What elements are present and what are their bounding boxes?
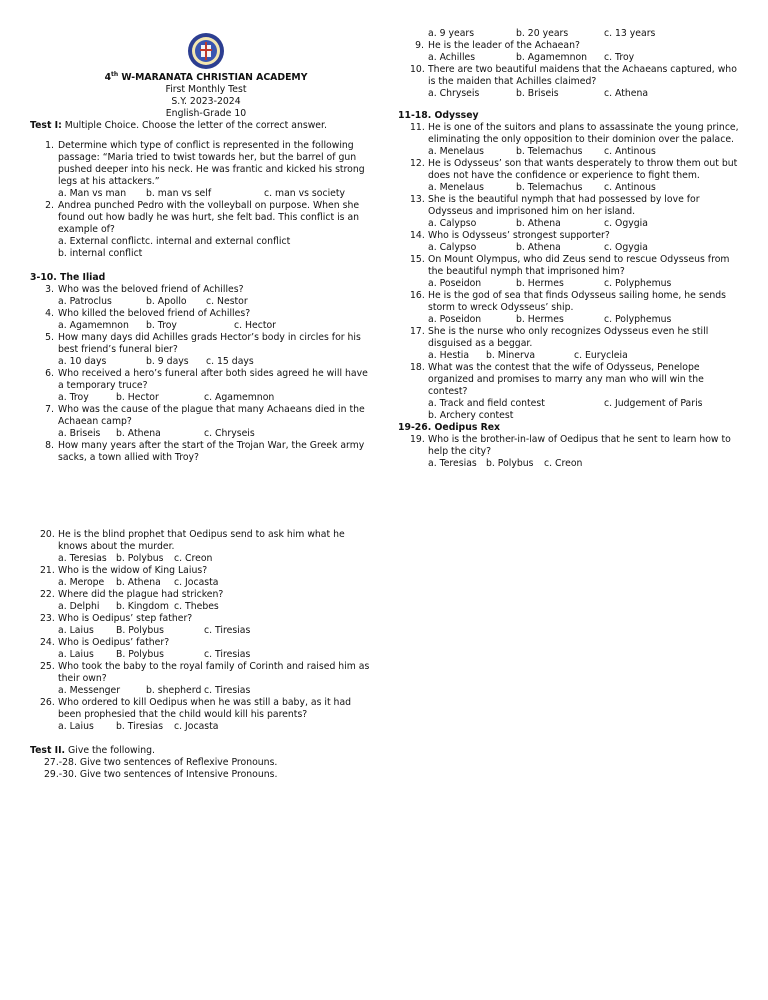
options-3: a. Patroclus b. Apollo c. Nestor [58, 296, 248, 307]
question-17: 17. She is the nurse who only recognizes Odysseus even he still disguised as a beggar. [410, 326, 709, 349]
question-19: 19. Who is the brother-in-law of Oedipus that he sent to learn how to help the city? [410, 434, 731, 457]
question-4: 4. Who killed the beloved friend of Achilles? [45, 308, 251, 319]
options-20: a. Teresias b. Polybus c. Creon [58, 553, 213, 564]
question-14: 14. Who is Odysseus’ strongest supporter? [410, 230, 610, 241]
options-24: a. Laius B. Polybus c. Tiresias [58, 649, 251, 660]
column-left-bottom [30, 529, 370, 781]
options-9: a. Achilles b. Agamemnon c. Troy [428, 52, 635, 63]
options-15: a. Poseidon b. Hermes c. Polyphemus [428, 278, 672, 289]
question-21: 21. Who is the widow of King Laius? [40, 565, 208, 576]
column-left-top [30, 140, 370, 464]
question-26: 26. Who ordered to kill Oedipus when he was still a baby, as it had been prophesied that the child would kill his parents? [40, 697, 352, 720]
question-10: 10. There are two beautiful maidens that the Achaeans captured, who is the maiden that Achilles claimed? [410, 64, 737, 87]
options-19: a. Teresias b. Polybus c. Creon [428, 458, 583, 469]
question-20: 20. He is the blind prophet that Oedipus send to ask him what he knows about the murder. [40, 529, 345, 552]
options-10: a. Chryseis b. Briseis c. Athena [428, 88, 649, 99]
subject: English-Grade 10 [165, 108, 247, 119]
section-oedipus: 19-26. Oedipus Rex [398, 422, 501, 433]
question-9: 9. He is the leader of the Achaean? [415, 40, 580, 51]
options-11: a. Menelaus b. Telemachus c. Antinous [428, 146, 656, 157]
test2-instruction: Test II. Give the following. [30, 745, 155, 756]
question-11: 11. He is one of the suitors and plans to assassinate the young prince, eliminating the only opposition to their dominion over the palace. [410, 122, 739, 145]
section-iliad: 3-10. The Iliad [30, 272, 106, 283]
document-header [96, 32, 316, 120]
options-16: a. Poseidon b. Hermes c. Polyphemus [428, 314, 672, 325]
options-12: a. Menelaus b. Telemachus c. Antinous [428, 182, 656, 193]
question-3: 3. Who was the beloved friend of Achilles? [45, 284, 244, 295]
options-23: a. Laius B. Polybus c. Tiresias [58, 625, 251, 636]
question-12: 12. He is Odysseus’ son that wants desperately to throw them out but does not have the confidence or experience to fight them. [410, 158, 738, 181]
options-6: a. Troy b. Hector c. Agamemnon [58, 392, 275, 403]
options-2b: b. internal conflict [58, 248, 143, 259]
question-25: 25. Who took the baby to the royal family of Corinth and raised him as their own? [40, 661, 370, 684]
test2-item-2: 29.-30. Give two sentences of Intensive Pronouns. [44, 769, 278, 780]
options-1: a. Man vs man b. man vs self c. man vs society [58, 188, 346, 199]
options-2: a. External conflictc. internal and external conflict [58, 236, 291, 247]
options-21: a. Merope b. Athena c. Jocasta [58, 577, 219, 588]
question-16: 16. He is the god of sea that finds Odysseus sailing home, he sends storm to wreck Odysseus’ ship. [410, 290, 727, 313]
question-2: 2. Andrea punched Pedro with the volleyball on purpose. When she found out how badly he was hurt, she felt bad. This conflict is an example of? [45, 200, 360, 235]
options-7: a. Briseis b. Athena c. Chryseis [58, 428, 255, 439]
column-right-top [398, 28, 740, 470]
question-1: 1. Determine which type of conflict is represented in the following passage: “Maria tried to twist towards her, but the barrel of gun pushed deeper into his neck. He was frantic and kicked his strong legs at his attackers.” [45, 140, 365, 187]
options-8: a. 9 years b. 20 years c. 13 years [428, 28, 656, 39]
options-18: a. Track and field contest c. Judgement of Paris [428, 398, 703, 409]
options-26: a. Laius b. Tiresias c. Jocasta [58, 721, 219, 732]
question-13: 13. She is the beautiful nymph that had possessed by love for Odysseus and imprisoned him on her island. [410, 194, 700, 217]
question-7: 7. Who was the cause of the plague that many Achaeans died in the Achaean camp? [45, 404, 365, 427]
options-5: a. 10 days b. 9 days c. 15 days [58, 356, 254, 367]
options-4: a. Agamemnon b. Troy c. Hector [58, 320, 276, 331]
question-6: 6. Who received a hero’s funeral after both sides agreed he will have a temporary truce? [45, 368, 368, 391]
options-14: a. Calypso b. Athena c. Ogygia [428, 242, 648, 253]
question-8: 8. How many years after the start of the Trojan War, the Greek army sacks, a town allied with Troy? [45, 440, 365, 463]
options-22: a. Delphi b. Kingdom c. Thebes [58, 601, 219, 612]
question-18: 18. What was the contest that the wife of Odysseus, Penelope organized and promises to marry any man who will win the contest? [410, 362, 704, 397]
test1-instruction: Test I: Multiple Choice. Choose the letter of the correct answer. [30, 120, 327, 131]
question-24: 24. Who is Oedipus’ father? [40, 637, 170, 648]
question-23: 23. Who is Oedipus’ step father? [40, 613, 193, 624]
options-17: a. Hestia b. Minerva c. Eurycleia [428, 350, 628, 361]
question-5: 5. How many days did Achilles grads Hector’s body in circles for his best friend’s funeral bier? [45, 332, 361, 355]
school-year: S.Y. 2023-2024 [171, 96, 241, 107]
options-25: a. Messenger b. shepherd c. Tiresias [58, 685, 251, 696]
question-15: 15. On Mount Olympus, who did Zeus send to rescue Odysseus from the beautiful nymph that imprisoned him? [410, 254, 730, 277]
school-name: 4th W-MARANATA CHRISTIAN ACADEMY [104, 70, 308, 83]
section-odyssey: 11-18. Odyssey [398, 110, 479, 121]
options-13: a. Calypso b. Athena c. Ogygia [428, 218, 648, 229]
options-18b: b. Archery contest [428, 410, 514, 421]
school-seal-icon [187, 32, 225, 70]
test2-item-1: 27.-28. Give two sentences of Reflexive Pronouns. [44, 757, 278, 768]
question-22: 22. Where did the plague had stricken? [40, 589, 224, 600]
exam-title: First Monthly Test [165, 84, 247, 95]
